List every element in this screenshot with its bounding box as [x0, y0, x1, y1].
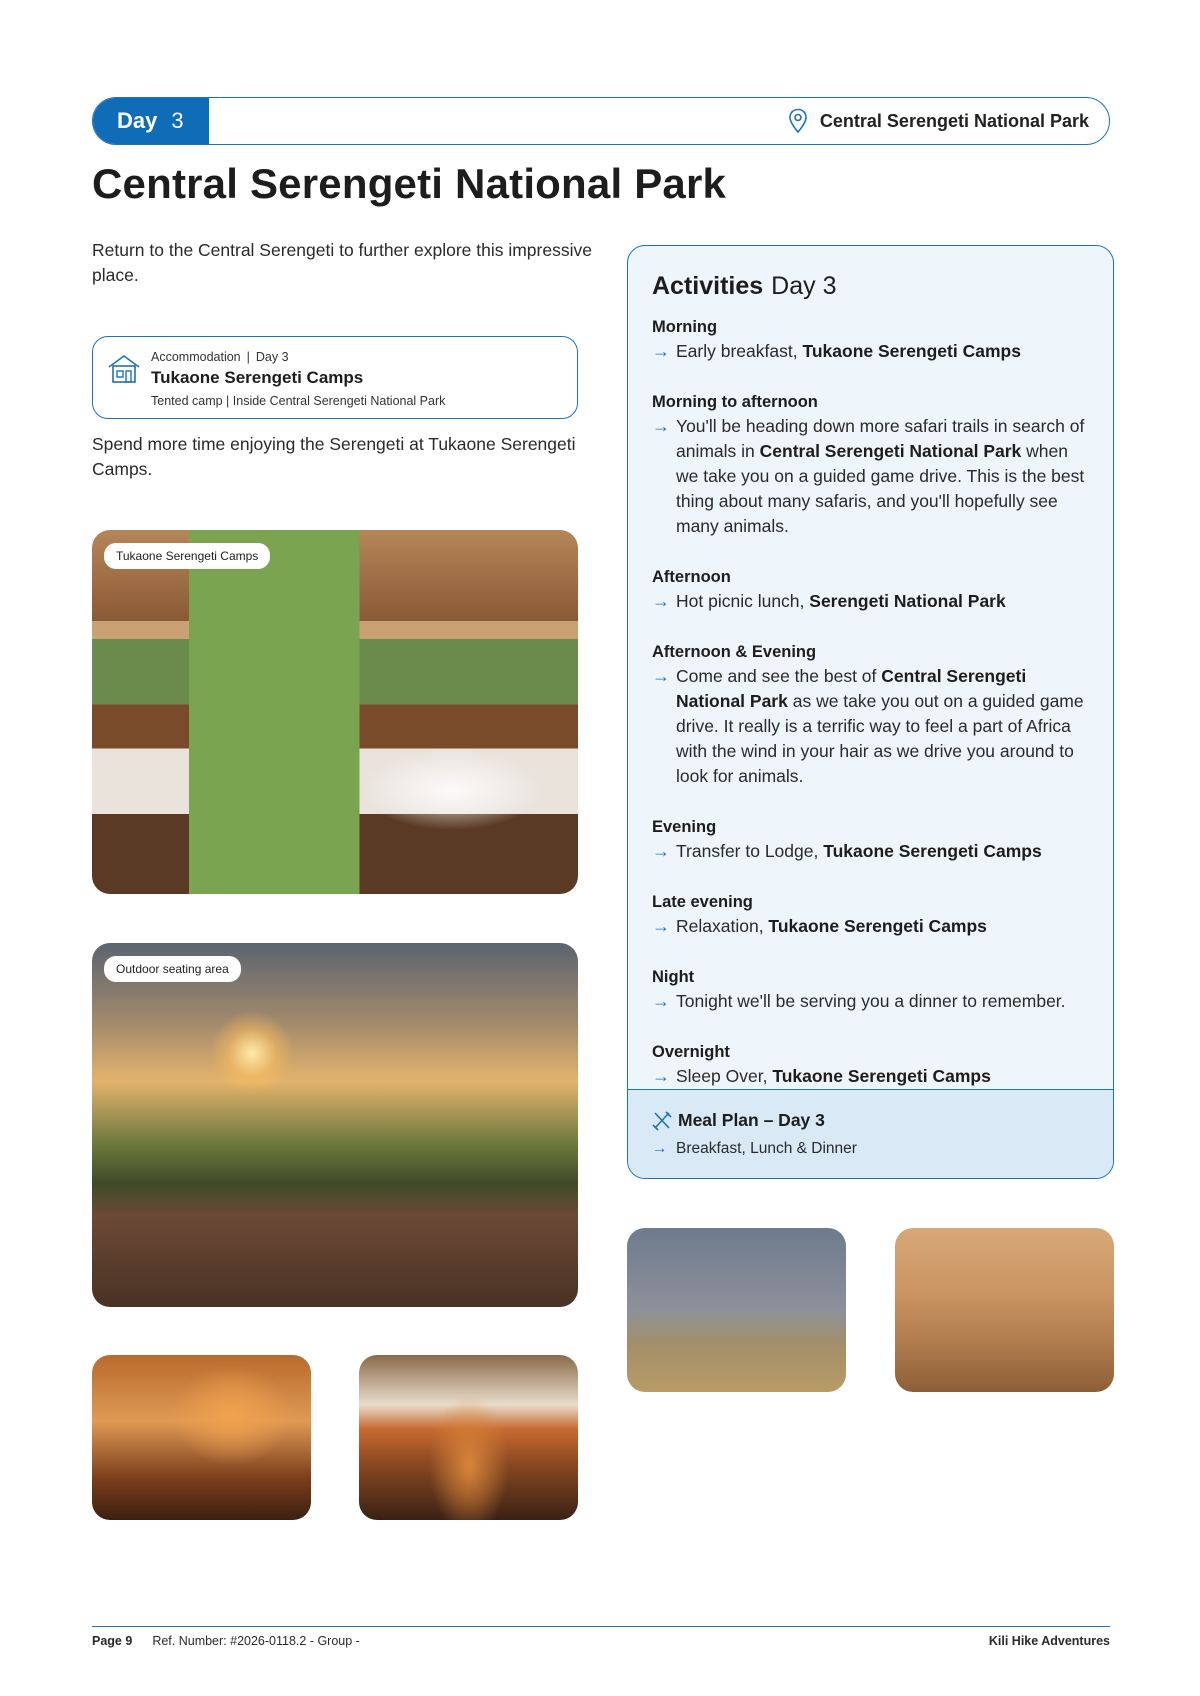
arrow-right-icon: → — [652, 591, 670, 611]
footer-left — [92, 1634, 360, 1648]
activity-item — [652, 815, 1092, 864]
house-icon — [107, 354, 141, 384]
activity-item — [652, 315, 1092, 364]
accommodation-meta: Accommodation | Day 3 — [151, 350, 289, 364]
company-name: Kili Hike Adventures — [988, 1634, 1110, 1648]
activity-time: Late evening — [652, 893, 753, 911]
activity-time: Afternoon & Evening — [652, 643, 817, 661]
accommodation-card — [92, 336, 578, 419]
header-location — [788, 98, 1089, 144]
activity-text: Sleep Over, Tukaone Serengeti Camps — [676, 1066, 991, 1086]
activity-item — [652, 640, 1092, 789]
arrow-right-icon: → — [652, 991, 670, 1011]
activity-text: Early breakfast, Tukaone Serengeti Camps — [676, 341, 1021, 361]
activity-time: Morning — [652, 318, 718, 336]
arrow-right-icon: → — [652, 341, 670, 361]
activity-text: Relaxation, Tukaone Serengeti Camps — [676, 916, 987, 936]
arrow-right-icon: → — [652, 916, 670, 936]
arrow-right-icon: → — [652, 416, 670, 436]
arrow-right-icon: → — [652, 1140, 668, 1157]
outdoor-seating-photo — [92, 943, 578, 1307]
activity-time: Afternoon — [652, 568, 731, 586]
accommodation-details: Tented camp | Inside Central Serengeti National Park — [151, 394, 446, 408]
bathroom-photo — [92, 1355, 311, 1520]
day-badge — [93, 98, 209, 144]
activities-title: Activities Day 3 — [652, 272, 837, 300]
utensils-icon — [652, 1111, 672, 1131]
activity-text: Transfer to Lodge, Tukaone Serengeti Camps — [676, 841, 1042, 861]
intro-text: Return to the Central Serengeti to further explore this impressive place. — [92, 240, 592, 285]
arrow-right-icon: → — [652, 841, 670, 861]
spend-text: Spend more time enjoying the Serengeti at Tukaone Serengeti Camps. — [92, 434, 576, 479]
activity-text: You'll be heading down more safari trails in search of animals in Central Serengeti National Park when we take you on a guided game drive. This is the best thing about many safaris, and you'll hopefully see many animals. — [676, 416, 1085, 536]
header-location-text: Central Serengeti National Park — [819, 110, 1089, 131]
photo-caption: Tukaone Serengeti Camps — [104, 543, 270, 569]
meal-plan-box — [628, 1089, 1113, 1178]
activity-time: Overnight — [652, 1043, 730, 1061]
activities-panel — [627, 245, 1114, 1179]
meal-plan-meals: → Breakfast, Lunch & Dinner — [652, 1140, 857, 1157]
tent-interior-photo — [92, 530, 578, 894]
accommodation-name: Tukaone Serengeti Camps — [151, 368, 364, 387]
page-number: Page 9 — [92, 1634, 133, 1648]
activity-item — [652, 965, 1092, 1014]
page-title: Central Serengeti National Park — [92, 160, 727, 207]
activity-item — [652, 565, 1092, 614]
reference-number: Ref. Number: #2026-0118.2 - Group - — [152, 1634, 360, 1648]
decor-photo — [359, 1355, 578, 1520]
activity-item — [652, 890, 1092, 939]
activity-item — [652, 390, 1092, 539]
day-label: Day — [117, 108, 158, 133]
arrow-right-icon: → — [652, 666, 670, 686]
giraffes-photo — [627, 1228, 846, 1392]
activity-text: Come and see the best of Central Serengeti National Park as we take you out on a guided game drive. It really is a terrific way to feel a part of Africa with the wind in your hair as we drive you around to look for animals. — [676, 666, 1084, 786]
activity-time: Morning to afternoon — [652, 393, 818, 411]
location-pin-icon — [788, 108, 808, 134]
activity-text: Hot picnic lunch, Serengeti National Park — [676, 591, 1006, 611]
activity-item — [652, 1040, 1092, 1089]
wildebeest-photo — [895, 1228, 1114, 1392]
photo-caption: Outdoor seating area — [104, 956, 241, 982]
arrow-right-icon: → — [652, 1066, 670, 1086]
accommodation-label: Accommodation — [151, 350, 241, 364]
day-header-bar — [92, 97, 1110, 145]
meal-plan-title: Meal Plan – Day 3 — [652, 1110, 825, 1131]
activities-list — [652, 315, 1092, 1115]
activity-text: Tonight we'll be serving you a dinner to remember. — [676, 991, 1066, 1011]
day-number: 3 — [171, 108, 184, 133]
accommodation-day: Day 3 — [255, 350, 289, 364]
activity-time: Evening — [652, 818, 717, 836]
activity-time: Night — [652, 968, 695, 986]
footer-divider — [92, 1626, 1110, 1627]
